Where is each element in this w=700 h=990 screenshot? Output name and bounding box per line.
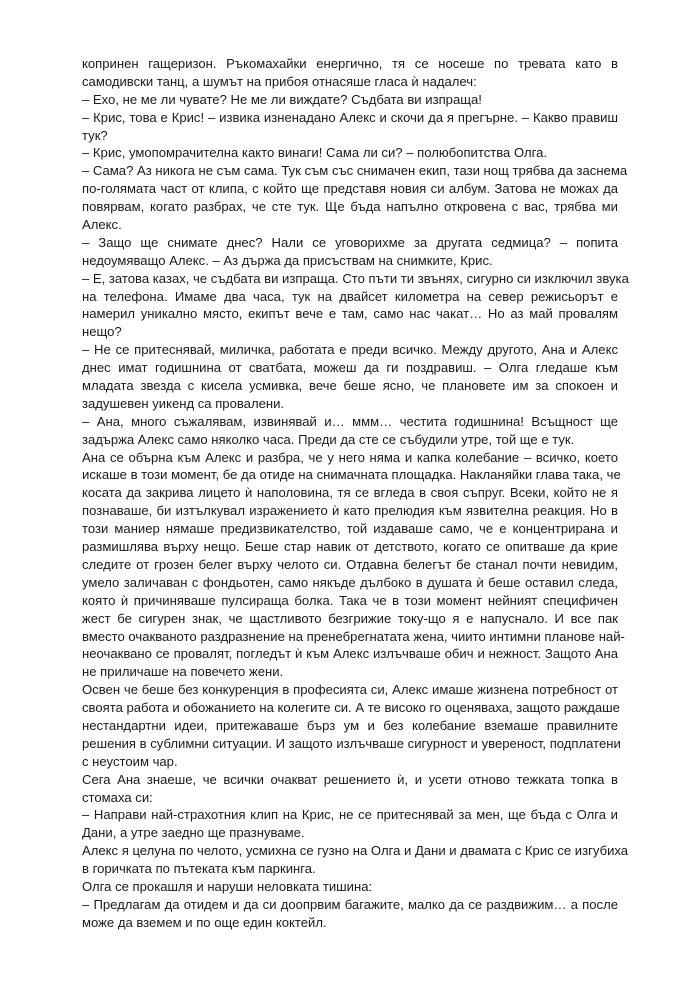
text-line: – Сама? Аз никога не съм сама. Тук съм със снимачен екип, тази нощ трябва да заснема [82,163,628,179]
document-page [82,55,629,932]
text-line: може да вземем и по още един коктейл. [82,914,327,930]
text-line: по-голямата част от клипа, с който ще представя новия си албум. Затова не можах да [82,181,618,197]
text-line: – Ехо, не ме ли чувате? Не ме ли виждате? Съдбата ви изпраща! [82,91,482,107]
text-line: Алекс я целуна по челото, усмихна се гузно на Олга и Дани и двамата с Крис се изгубиха [82,843,629,859]
text-line: – Крис, умопомрачителна както винаги! Сама ли си? – полюбопитства Олга. [82,145,548,161]
text-line: намерил уникално място, екипът вече е там, само нас чакат… Но аз май провалям [82,306,618,322]
text-line: неочаквано се провалят, погледът ѝ към Алекс излъчваше обич и нежност. Защото Ана [82,646,618,662]
text-line: Ана се обърна към Алекс и разбра, че у него няма и капка колебание – всичко, което [82,449,618,465]
text-line: – Защо ще снимате днес? Нали се уговорихме за другата седмица? – попита [82,234,618,250]
text-line: Освен че беше без конкуренция в професията си, Алекс имаше жизнена потребност от [82,682,618,698]
text-line: на телефона. Имаме два часа, тук на двайсет километра на север режисьорът е [82,288,618,304]
text-line: – Ана, много съжалявам, извинявай и… ммм… честита годишнина! Всъщност ще [82,413,618,429]
text-line: Алекс. [82,217,122,233]
text-line: – Не се притеснявай, миличка, работата е преди всичко. Между другото, Ана и Алекс [82,342,618,358]
text-line: не приличаше на повечето жени. [82,664,284,680]
text-line: своята работа и обожанието на колегите си. А те високо го оценяваха, защото раждаше [82,700,620,716]
text-line: следите от грозен белег върху челото си. Отдавна белегът бе станал почти невидим, [82,556,618,572]
text-line: задушевен уикенд са провалени. [82,395,285,411]
text-line: Сега Ана знаеше, че всички очакват решението ѝ, и усети отново тежката топка в [82,771,618,787]
text-line: която ѝ причиняваше пулсираща болка. Така че в този момент нейният специфичен [82,592,618,608]
text-line: младата звезда с кисела усмивка, вече беше ясно, че плановете им за спокоен и [82,378,618,394]
text-line: косата да закрива лицето ѝ наполовина, тя се вгледа в своя съпруг. Всеки, който не я [82,485,618,501]
text-line: – Направи най-страхотния клип на Крис, не се притеснявай за мен, ще бъда с Олга и [82,807,618,823]
text-line: стомаха си: [82,789,153,805]
text-line: – Крис, това е Крис! – извика изненадано Алекс и скочи да я прегърне. – Какво правиш [82,109,618,125]
text-line: този маниер нямаше предизвикателство, той издаваше само, че е концентрирана и [82,521,618,537]
text-line: жест бе сигурен знак, че щастливото безгрижие току-що я е напуснало. И все пак [82,610,618,626]
text-line: решения в сублимни ситуации. И защото излъчваше сигурност и увереност, подплатени [82,735,621,751]
text-line: Олга се прокашля и наруши неловката тишина: [82,878,373,894]
text-line: нестандартни идеи, притежаваше бърз ум и без колебание вземаше правилните [82,717,618,733]
text-line: умело заличаван с фондьотен, само някъде дълбоко в душата ѝ беше оставил следа, [82,574,618,590]
text-line: в горичката по пътеката към паркинга. [82,861,316,877]
text-line: Дани, а утре заедно ще празнуваме. [82,825,305,841]
text-line: недоумяващо Алекс. – Аз държа да присъствам на снимките, Крис. [82,252,493,268]
text-line: – Е, затова казах, че съдбата ви изпраща. Сто пъти ти звънях, сигурно си изключил звука [82,270,629,286]
text-line: тук? [82,127,108,143]
text-line: размишлява върху нещо. Беше стар навик от детството, когато се опитваше да крие [82,539,618,555]
text-line: копринен гащеризон. Ръкомахайки енергично, тя се носеше по тревата като в [82,56,618,71]
text-line: днес имат годишнина от сватбата, можеш да ги поздравиш. – Олга гледаше към [82,360,618,376]
text-line: нещо? [82,324,122,340]
text-line: с неустоим чар. [82,753,178,769]
text-line: задържа Алекс само няколко часа. Преди да сте се събудили утре, той ще е тук. [82,431,575,447]
text-line: искаше в този момент, бе да отиде на снимачната площадка. Накланяйки глава така, че [82,467,621,483]
text-line: вместо очакваното раздразнение на пренебрегнатата жена, чиито интимни планове най- [82,628,625,644]
text-line: самодивски танц, а шумът на прибоя отнасяше гласа ѝ надалеч: [82,73,477,89]
text-line: повярвам, когато разбрах, че сте тук. Ще бъда напълно откровена с вас, трябва ми [82,199,618,215]
text-line: – Предлагам да отидем и да си доопрвим багажите, малко да се раздвижим… а после [82,896,618,912]
text-line: познаваше, би изтълкувал изражението ѝ като прелюдия към язвителна реакция. Но в [82,503,618,519]
